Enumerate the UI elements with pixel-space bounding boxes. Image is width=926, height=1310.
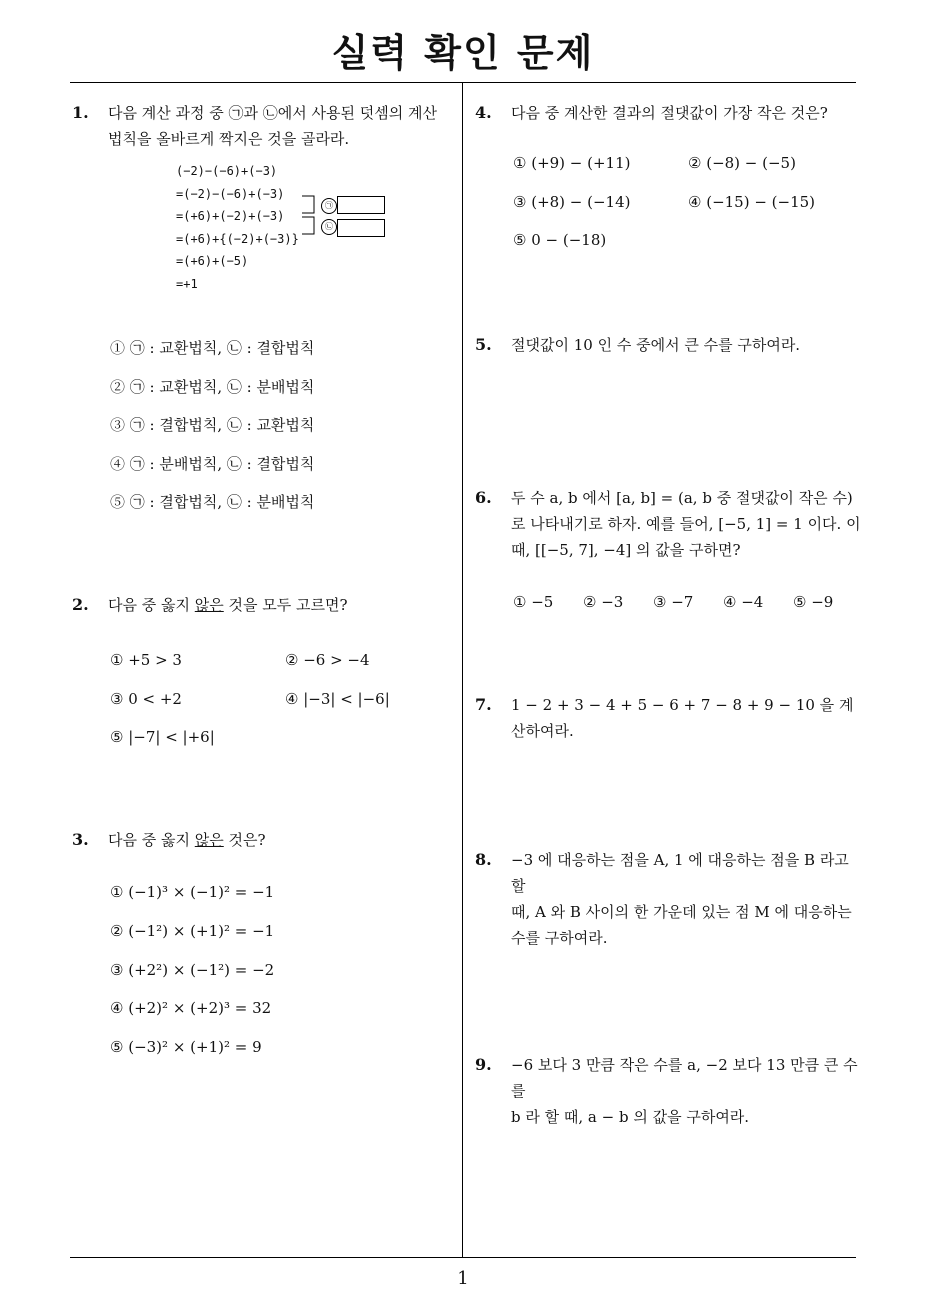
answer-box-a — [337, 196, 385, 214]
bottom-rule — [70, 1257, 856, 1258]
question-9 — [475, 1052, 865, 1126]
option-1[interactable]: ① (−1)³ × (−1)² = −1 — [110, 883, 275, 901]
answer-box-b — [337, 219, 385, 237]
question-3 — [72, 827, 457, 857]
question-7 — [475, 692, 865, 740]
option-4[interactable]: ④ |−3| < |−6| — [285, 690, 390, 708]
question-number: 7. — [475, 695, 492, 714]
question-number: 3. — [72, 830, 89, 849]
option-2[interactable]: ② (−8) − (−5) — [688, 154, 796, 172]
question-text: 절댓값이 10 인 수 중에서 큰 수를 구하여라. — [511, 336, 801, 354]
calc-line: =(+6)+(−2)+(−3) — [176, 209, 285, 223]
question-8 — [475, 847, 865, 947]
option-5[interactable]: ⑤ |−7| < |+6| — [110, 728, 215, 746]
question-text: 다음 중 옳지 않은 것은? — [108, 831, 266, 849]
question-text — [108, 100, 437, 152]
option-5[interactable]: ⑤ −9 — [793, 593, 834, 611]
option-2[interactable]: ② −3 — [583, 593, 624, 611]
question-line: 수를 구하여라. — [511, 929, 608, 947]
question-text — [511, 847, 865, 951]
option-2[interactable]: ② (−1²) × (+1)² = −1 — [110, 922, 275, 940]
question-line: 로 나타내기로 하자. 예를 들어, [−5, 1] = 1 이다. 이 — [511, 515, 861, 533]
question-number: 4. — [475, 103, 492, 122]
option-4[interactable]: ④ −4 — [723, 593, 764, 611]
question-number: 1. — [72, 103, 89, 122]
page-number: 1 — [457, 1268, 469, 1289]
emphasis-underline: 않은 — [194, 831, 224, 849]
option-2[interactable]: ② −6 > −4 — [285, 651, 370, 669]
option-3[interactable]: ③ ㉠ : 결합법칙, ㉡ : 교환법칙 — [110, 416, 315, 434]
option-4[interactable]: ④ (−15) − (−15) — [688, 193, 816, 211]
question-number: 5. — [475, 335, 492, 354]
option-2[interactable]: ② ㉠ : 교환법칙, ㉡ : 분배법칙 — [110, 378, 315, 396]
calc-line: =(+6)+(−5) — [176, 254, 249, 268]
option-3[interactable]: ③ 0 < +2 — [110, 690, 182, 708]
option-5[interactable]: ⑤ (−3)² × (+1)² = 9 — [110, 1038, 262, 1056]
calc-line: (−2)−(−6)+(−3) — [176, 164, 278, 178]
calculation-steps — [176, 160, 299, 295]
option-3[interactable]: ③ (+2²) × (−1²) = −2 — [110, 961, 275, 979]
question-line: −3 에 대응하는 점을 A, 1 에 대응하는 점을 B 라고 할 — [511, 851, 849, 895]
question-line: 다음 계산 과정 중 ㉠과 ㉡에서 사용된 덧셈의 계산 — [108, 104, 437, 122]
question-1 — [72, 100, 457, 160]
option-1[interactable]: ① −5 — [513, 593, 554, 611]
option-3[interactable]: ③ −7 — [653, 593, 694, 611]
column-divider — [462, 83, 463, 1258]
question-number: 9. — [475, 1055, 492, 1074]
question-line: −6 보다 3 만큼 작은 수를 a, −2 보다 13 만큼 큰 수를 — [511, 1056, 858, 1100]
question-number: 6. — [475, 488, 492, 507]
option-4[interactable]: ④ (+2)² × (+2)³ = 32 — [110, 999, 272, 1017]
mark-a-circle: ㉠ — [321, 198, 337, 214]
option-4[interactable]: ④ ㉠ : 분배법칙, ㉡ : 결합법칙 — [110, 455, 315, 473]
question-text — [511, 485, 861, 563]
question-number: 8. — [475, 850, 492, 869]
top-rule — [70, 82, 856, 83]
question-text: 다음 중 옳지 않은 것을 모두 고르면? — [108, 596, 348, 614]
option-3[interactable]: ③ (+8) − (−14) — [513, 193, 631, 211]
question-line: 두 수 a, b 에서 [a, b] = (a, b 중 절댓값이 작은 수) — [511, 489, 853, 507]
page-title: 실력 확인 문제 — [331, 31, 595, 75]
question-line: 때, [[−5, 7], −4] 의 값을 구하면? — [511, 541, 741, 559]
question-line: b 라 할 때, a − b 의 값을 구하여라. — [511, 1108, 750, 1126]
emphasis-underline: 않은 — [194, 596, 224, 614]
option-1[interactable]: ① +5 > 3 — [110, 651, 182, 669]
question-2 — [72, 592, 457, 622]
question-text — [511, 1052, 865, 1130]
question-text: 다음 중 계산한 결과의 절댓값이 가장 작은 것은? — [511, 104, 828, 122]
calc-line: =(+6)+{(−2)+(−3)} — [176, 231, 299, 246]
calc-line: =+1 — [176, 276, 198, 291]
option-5[interactable]: ⑤ ㉠ : 결합법칙, ㉡ : 분배법칙 — [110, 493, 315, 511]
question-text: 1 − 2 + 3 − 4 + 5 − 6 + 7 − 8 + 9 − 10 을 계산하여라. — [511, 696, 854, 740]
calc-line: =(−2)−(−6)+(−3) — [176, 186, 285, 201]
question-number: 2. — [72, 595, 89, 614]
option-5[interactable]: ⑤ 0 − (−18) — [513, 231, 607, 249]
question-line: 법칙을 올바르게 짝지은 것을 골라라. — [108, 130, 350, 148]
question-6 — [475, 485, 865, 567]
option-1[interactable]: ① ㉠ : 교환법칙, ㉡ : 결합법칙 — [110, 339, 315, 357]
question-line: 때, A 와 B 사이의 한 가운데 있는 점 M 에 대응하는 — [511, 903, 852, 921]
question-4 — [475, 100, 865, 130]
option-1[interactable]: ① (+9) − (+11) — [513, 154, 631, 172]
question-5 — [475, 332, 865, 362]
mark-b-circle: ㉡ — [321, 219, 337, 235]
